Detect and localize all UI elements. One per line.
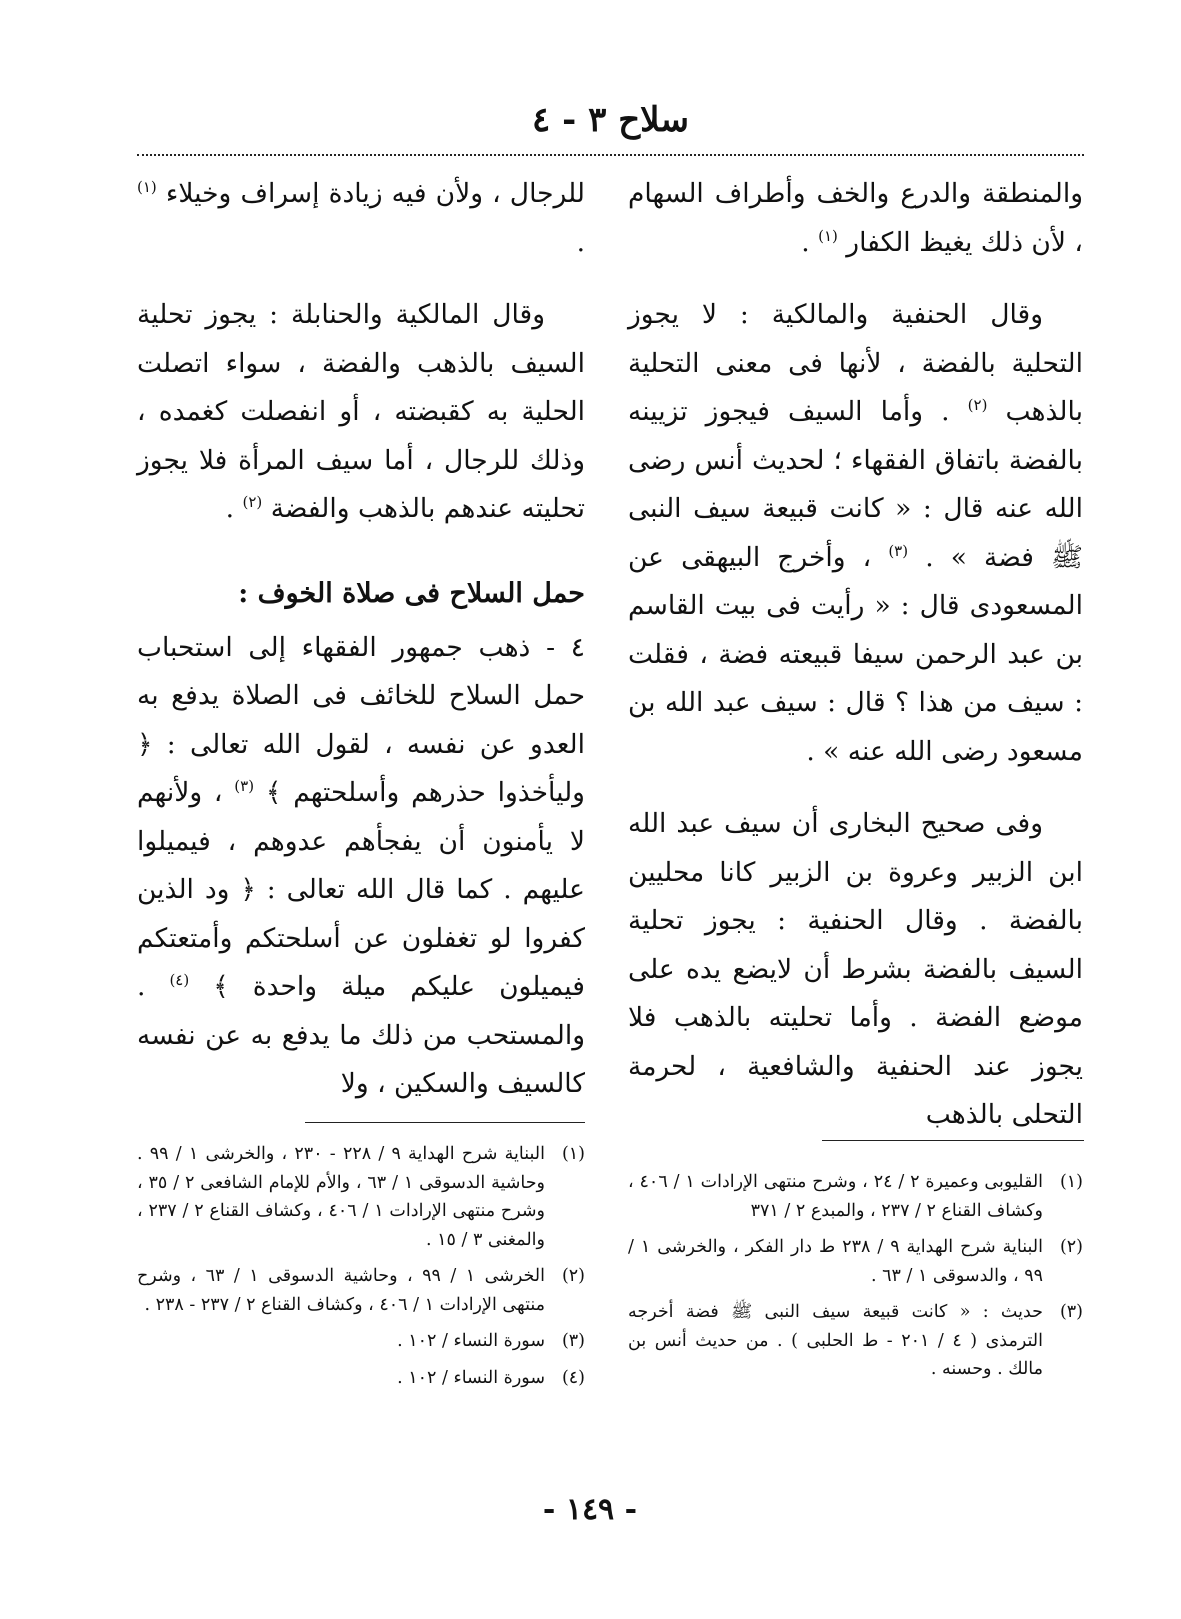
section-heading: حمل السلاح فى صلاة الخوف : [238, 577, 585, 609]
right-paragraph-1 [628, 170, 1083, 267]
page-header-title: سلاح ٣ - ٤ [532, 100, 689, 140]
left-paragraph-2 [137, 291, 585, 534]
footnote-number: (١) [1059, 1172, 1083, 1192]
footnote-item [628, 1233, 1083, 1290]
footnote-separator-left [305, 1122, 585, 1123]
left-p1-end: . [576, 226, 585, 258]
right-p2-text-a: وقال الحنفية والمالكية : لا يجوز التحلية بالفضة ، لأنها فى معنى التحلية بالذهب [628, 299, 1083, 427]
left-p1-text: للرجال ، ولأن فيه زيادة إسراف وخيلاء [165, 178, 585, 209]
footnotes-left [137, 1140, 585, 1400]
footnote-item [628, 1168, 1083, 1225]
left-p2-text: وقال المالكية والحنابلة : يجوز تحلية السيف بالذهب والفضة ، سواء اتصلت الحلية به كقبضته ، أو انفصلت كغمده ، وذلك للرجال ، أما سيف المرأة فلا يجوز تحليته عندهم بالذهب والفضة [137, 299, 585, 524]
right-paragraph-3: وفى صحيح البخارى أن سيف عبد الله ابن الزبير وعروة بن الزبير كانا محليين بالفضة . وقال الحنفية : يجوز تحلية السيف بالفضة بشرط أن لايضع يده على موضع الفضة . وأما تحليته بالذهب فلا يجوز عند الحنفية والشافعية ، لحرمة التحلى بالذهب [628, 808, 1083, 1130]
footnote-ref: (٣) [234, 777, 255, 796]
left-p2-end: . [225, 493, 235, 524]
footnote-number: (٤) [561, 1367, 585, 1388]
footnote-ref: (٢) [967, 396, 988, 415]
header-dotted-rule [137, 154, 1084, 156]
footnote-ref: (١) [818, 226, 838, 245]
right-paragraph-2 [628, 291, 1083, 776]
left-text-column [137, 170, 585, 1109]
footnote-text: الخرشى ١ / ٩٩ ، وحاشية الدسوقى ١ / ٦٣ ، وشرح منتهى الإرادات ١ / ٤٠٦ ، وكشاف القناع ٢ / ٢٣٧ - ٢٣٨ . [137, 1266, 545, 1315]
right-p2-text-b: . وأما السيف فيجوز تزيينه بالفضة باتفاق الفقهاء ؛ لحديث أنس رضى الله عنه قال : « كانت قبيعة سيف النبى ﷺ فضة » . [628, 396, 1083, 573]
right-text-column [628, 170, 1083, 1140]
footnote-text: سورة النساء / ١٠٢ . [397, 1367, 545, 1388]
right-p1-text: والمنطقة والدرع والخف وأطراف السهام ، لأن ذلك يغيظ الكفار [628, 178, 1083, 258]
left-p3-text-a: ٤ - ذهب جمهور الفقهاء إلى استحباب حمل السلاح للخائف فى الصلاة يدفع به العدو عن نفسه ، لقول الله تعالى : ﴿ وليأخذوا حذرهم وأسلحتهم ﴾ [137, 631, 585, 808]
footnote-item [137, 1140, 585, 1254]
left-paragraph-3 [137, 624, 585, 1109]
right-p1-end: . [801, 226, 810, 258]
footnote-ref: (٢) [242, 493, 263, 512]
footnote-number: (٢) [561, 1266, 585, 1286]
footnote-ref: (٣) [888, 541, 909, 560]
footnote-number: (٣) [1059, 1302, 1083, 1322]
footnotes-right [628, 1168, 1083, 1392]
footnote-item [137, 1364, 585, 1393]
footnote-text: حديث : « كانت قبيعة سيف النبى ﷺ فضة أخرجه الترمذى ( ٤ / ٢٠١ - ط الحلبى ) . من حديث أنس بن مالك . وحسنه . [628, 1302, 1043, 1379]
left-paragraph-1 [137, 170, 585, 267]
footnote-text: البناية شرح الهداية ٩ / ٢٣٨ ط دار الفكر ، والخرشى ١ / ٩٩ ، والدسوقى ١ / ٦٣ . [628, 1237, 1043, 1286]
footnote-number: (٣) [561, 1331, 585, 1351]
footnote-separator-right [822, 1140, 1084, 1141]
footnote-item [628, 1298, 1083, 1384]
page-number: - ١٤٩ - [542, 1492, 638, 1527]
footnote-item [137, 1262, 585, 1319]
footnote-text: البناية شرح الهداية ٩ / ٢٢٨ - ٢٣٠ ، والخرشى ١ / ٩٩ . وحاشية الدسوقى ١ / ٦٣ ، والأم للإمام الشافعى ٢ / ٣٥ ، وشرح منتهى الإرادات ١ / ٤٠٦ ، وكشاف القناع ٢ / ٢٣٧ ، والمغنى ٣ / ١٥ . [137, 1144, 545, 1250]
right-p2-text-c: ، وأخرج البيهقى عن المسعودى قال : « رأيت فى بيت القاسم بن عبد الرحمن سيفا قبيعته فضة ، فقلت : سيف من هذا ؟ قال : سيف عبد الله بن مسعود رضى الله عنه » . [628, 541, 1083, 767]
footnote-text: القليوبى وعميرة ٢ / ٢٤ ، وشرح منتهى الإرادات ١ / ٤٠٦ ، وكشاف القناع ٢ / ٢٣٧ ، والمبدع ٢ / ٣٧١ [628, 1172, 1044, 1221]
footnote-number: (١) [561, 1144, 585, 1164]
left-p3-text-c: . والمستحب من ذلك ما يدفع به عن نفسه كالسيف والسكين ، ولا [137, 971, 585, 1099]
footnote-number: (٢) [1059, 1237, 1083, 1257]
footnote-text: سورة النساء / ١٠٢ . [397, 1331, 545, 1351]
footnote-item [137, 1327, 585, 1356]
footnote-ref: (١) [137, 178, 157, 197]
left-p3-text-b: ، ولأنهم لا يأمنون أن يفجأهم عدوهم ، فيميلوا عليهم . كما قال الله تعالى : ﴿ ود الذين كفروا لو تغفلون عن أسلحتكم وأمتعتكم فيميلون عليكم ميلة واحدة ﴾ [137, 777, 585, 1002]
footnote-ref: (٤) [169, 971, 190, 990]
